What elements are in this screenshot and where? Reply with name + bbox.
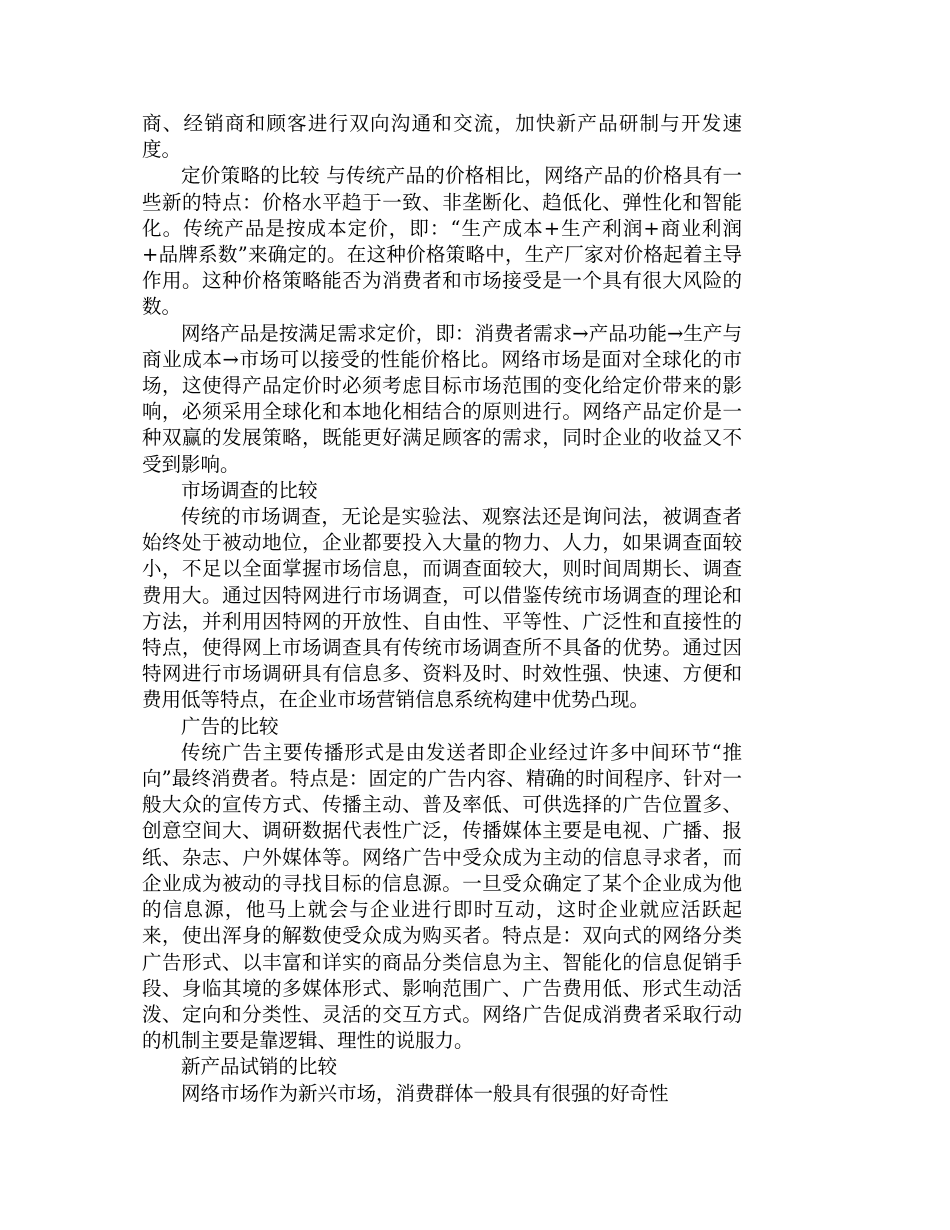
paragraph-network-pricing: 网络产品是按满足需求定价，即：消费者需求→产品功能→生产与商业成本→市场可以接受的性能价格比。网络市场是面对全球化的市场，这使得产品定价时必须考虑目标市场范围的变化给定价带来的影响，必须采用全球化和本地化相结合的原则进行。网络产品定价是一种双赢的发展策略，既能更好满足顾客的需求，同时企业的收益又不受到影响。 [142,321,742,476]
section-heading-advertising: 广告的比较 [181,714,279,738]
paragraph-market-research: 传统的市场调查，无论是实验法、观察法还是询问法，被调查者始终处于被动地位，企业都要投入大量的物力、人力，如果调查面较小，不足以全面掌握市场信息，而调查面较大，则时间周期长、调查费用大。通过因特网进行市场调查，可以借鉴传统市场调查的理论和方法，并利用因特网的开放性、自由性、平等性、广泛性和直接性的特点，使得网上市场调查具有传统市场调查所不具备的优势。通过因特网进行市场调研具有信息多、资料及时、时效性强、快速、方便和费用低等特点，在企业市场营销信息系统构建中优势凸现。 [142,505,742,712]
document-body [142,111,742,1107]
paragraph-advertising: 传统广告主要传播形式是由发送者即企业经过许多中间环节“推向”最终消费者。特点是：固定的广告内容、精确的时间程序、针对一般大众的宣传方式、传播主动、普及率低、可供选择的广告位置多、创意空间大、调研数据代表性广泛，传播媒体主要是电视、广播、报纸、杂志、户外媒体等。网络广告中受众成为主动的信息寻求者，而企业成为被动的寻找目标的信息源。一旦受众确定了某个企业成为他的信息源，他马上就会与企业进行即时互动，这时企业就应活跃起来，使出浑身的解数使受众成为购买者。特点是：双向式的网络分类广告形式、以丰富和详实的商品分类信息为主、智能化的信息促销手段、身临其境的多媒体形式、影响范围广、广告费用低、形式生动活泼、定向和分类性、灵活的交互方式。网络广告促成消费者采取行动的机制主要是靠逻辑、理性的说服力。 [142,740,742,1053]
paragraph-continuation: 商、经销商和顾客进行双向沟通和交流，加快新产品研制与开发速度。 [142,112,742,162]
section-heading-market-research: 市场调查的比较 [181,478,318,502]
paragraph-pricing-strategy: 定价策略的比较 与传统产品的价格相比，网络产品的价格具有一些新的特点：价格水平趋于一致、非垄断化、趋低化、弹性化和智能化。传统产品是按成本定价，即：“生产成本+生产利润+商业利润+品牌系数”来确定的。在这种价格策略中，生产厂家对价格起着主导作用。这种价格策略能否为消费者和市场接受是一个具有很大风险的数。 [142,164,742,319]
section-heading-product-trial: 新产品试销的比较 [181,1055,338,1079]
paragraph-product-trial: 网络市场作为新兴市场，消费群体一般具有很强的好奇性 [181,1081,669,1105]
